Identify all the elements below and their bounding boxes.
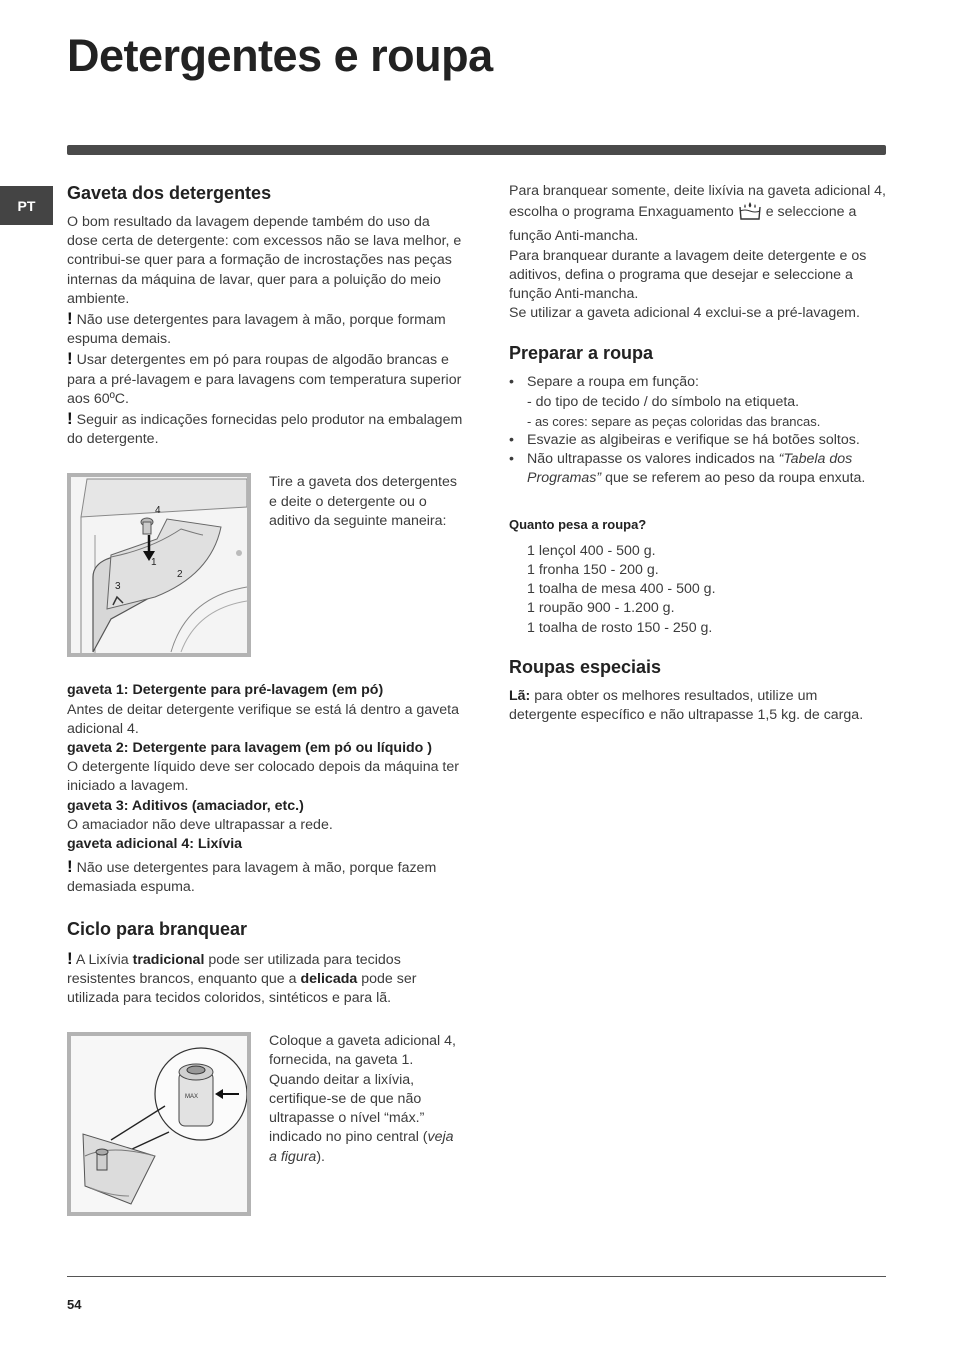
warning-2-text: Usar detergentes em pó para roupas de algodão brancas e para a pré-lavagem e para lavagens com temperatura superior aos 60ºC.	[67, 352, 462, 407]
bleach-paragraph-2: Para branquear durante a lavagem deite detergente e os aditivos, defina o programa que desejar e seleccione a função Anti-mancha.	[509, 247, 867, 303]
bleach-drawer-illustration	[67, 1032, 251, 1216]
gaveta-1-title: gaveta 1: Detergente para pré-lavagem (em pó)	[67, 682, 384, 699]
warning-2	[67, 349, 463, 409]
gaveta-3-title: gaveta 3: Aditivos (amaciador, etc.)	[67, 797, 304, 814]
warning-icon: !	[67, 857, 73, 877]
bleach-text-a: Coloque a gaveta adicional 4, fornecida, na gaveta 1. Quando deitar a lixívia, certifique-se de que não ultrapasse o nível “máx.” indicado no pino central (	[269, 1033, 456, 1146]
bullet-1-sub-2: - as cores: separe as peças coloridas das brancas.	[527, 413, 821, 429]
bleach-text-italic: veja a figura	[269, 1129, 454, 1165]
detergent-drawer-illustration	[67, 473, 251, 657]
bleach-figure-text	[269, 1032, 463, 1216]
list-item	[509, 450, 889, 488]
gaveta-4-title: gaveta adicional 4: Lixívia	[67, 836, 243, 853]
gaveta-1-text: Antes de deitar detergente verifique se está lá dentro a gaveta adicional 4.	[67, 701, 459, 737]
bleach-paragraph-1	[509, 182, 889, 247]
weights-list	[509, 542, 889, 638]
bullet-1-text: Separe a roupa em função:	[527, 374, 699, 391]
ciclo-paragraph	[67, 949, 463, 1009]
bleach-p1-text-a: Para branquear somente, deite lixívia na gaveta adicional 4, escolha o programa Enxaguamento	[509, 183, 886, 221]
section-heading-especiais: Roupas especiais	[509, 656, 662, 677]
list-item	[509, 373, 889, 431]
bleach-text-b: ).	[316, 1148, 325, 1165]
list-item: • Esvazie as algibeiras e verifique se há botões soltos.	[509, 431, 889, 450]
weight-heading: Quanto pesa a roupa?	[509, 516, 647, 532]
figure-label-4: 4	[155, 505, 161, 517]
page-number: 54	[67, 1297, 82, 1312]
footer-rule	[67, 1276, 886, 1277]
drawer-descriptions	[67, 681, 463, 897]
list-item: 1 roupão 900 - 1.200 g.	[527, 600, 675, 617]
warning-icon: !	[67, 349, 73, 369]
page-title: Detergentes e roupa	[67, 30, 493, 81]
la-text: para obter os melhores resultados, utilize um detergente específico e não ultrapasse 1,5 kg. de carga.	[509, 687, 864, 724]
list-item: 1 toalha de mesa 400 - 500 g.	[527, 581, 716, 598]
bleach-p1-text-b: e seleccione a função Anti-mancha.	[509, 204, 857, 245]
section-heading-ciclo: Ciclo para branquear	[67, 918, 248, 939]
warning-icon: !	[67, 409, 73, 429]
figure-label-1: 1	[151, 557, 157, 569]
section-heading-preparar: Preparar a roupa	[509, 343, 654, 364]
warning-icon: !	[67, 948, 73, 968]
bleach-figure-row	[67, 1032, 463, 1216]
preparar-list	[509, 373, 889, 488]
header-rule	[67, 145, 886, 155]
list-item: 1 toalha de rosto 150 - 250 g.	[527, 619, 713, 636]
drawer-figure-row	[67, 473, 463, 657]
la-paragraph	[509, 687, 889, 725]
ciclo-text-2: pode ser utilizada para tecidos resistentes brancos, enquanto que a	[67, 951, 401, 987]
warning-3	[67, 409, 463, 449]
rinse-icon	[738, 201, 762, 227]
warning-1	[67, 309, 463, 349]
warning-3-text: Seguir as indicações fornecidas pelo produtor na embalagem do detergente.	[67, 412, 463, 448]
right-column	[509, 182, 889, 725]
max-mark-label: MAX	[185, 1094, 199, 1101]
warning-4-text: Não use detergentes para lavagem à mão, porque fazem demasiada espuma.	[67, 860, 437, 896]
warning-4	[67, 857, 463, 897]
gaveta-2-title: gaveta 2: Detergente para lavagem (em pó ou líquido )	[67, 740, 433, 757]
section-heading-gaveta: Gaveta dos detergentes	[67, 183, 272, 203]
la-label: Lã:	[509, 687, 531, 704]
figure-label-3: 3	[115, 581, 121, 593]
bullet-3-italic: “Tabela dos Programas”	[527, 451, 853, 487]
intro-paragraph: O bom resultado da lavagem depende também do uso da dose certa de detergente: com excessos não se lava melhor, e contribui-se quer para a formação de incrostações nas peças internas da máquina de lavar, quer para a poluição do meio ambiente.	[67, 214, 462, 307]
list-item: 1 fronha 150 - 200 g.	[527, 562, 659, 579]
warning-1-text: Não use detergentes para lavagem à mão, porque formam espuma demais.	[67, 312, 446, 348]
warning-icon: !	[67, 309, 73, 329]
ciclo-bold-1: tradicional	[132, 951, 205, 968]
bullet-3-text-a: Não ultrapasse os valores indicados na	[527, 451, 775, 468]
ciclo-text-1: A Lixívia	[75, 951, 129, 968]
ciclo-bold-2: delicada	[300, 970, 358, 987]
bullet-3-text-b: que se referem ao peso da roupa enxuta.	[605, 470, 866, 487]
bleach-paragraph-3: Se utilizar a gaveta adicional 4 exclui-se a pré-lavagem.	[509, 305, 860, 322]
language-tab: PT	[0, 186, 53, 225]
list-item: 1 lençol 400 - 500 g.	[527, 542, 656, 559]
gaveta-2-text: O detergente líquido deve ser colocado depois da máquina ter iniciado a lavagem.	[67, 759, 459, 795]
gaveta-3-text: O amaciador não deve ultrapassar a rede.	[67, 816, 333, 833]
bullet-1-sub-1: - do tipo de tecido / do símbolo na etiqueta.	[527, 393, 800, 410]
drawer-figure-text: Tire a gaveta dos detergentes e deite o detergente ou o aditivo da seguinte maneira:	[269, 474, 457, 529]
ciclo-text-3: pode ser utilizada para tecidos coloridos, sintéticos e para lã.	[67, 970, 417, 1007]
figure-label-2: 2	[177, 569, 183, 581]
left-column	[67, 182, 463, 1216]
